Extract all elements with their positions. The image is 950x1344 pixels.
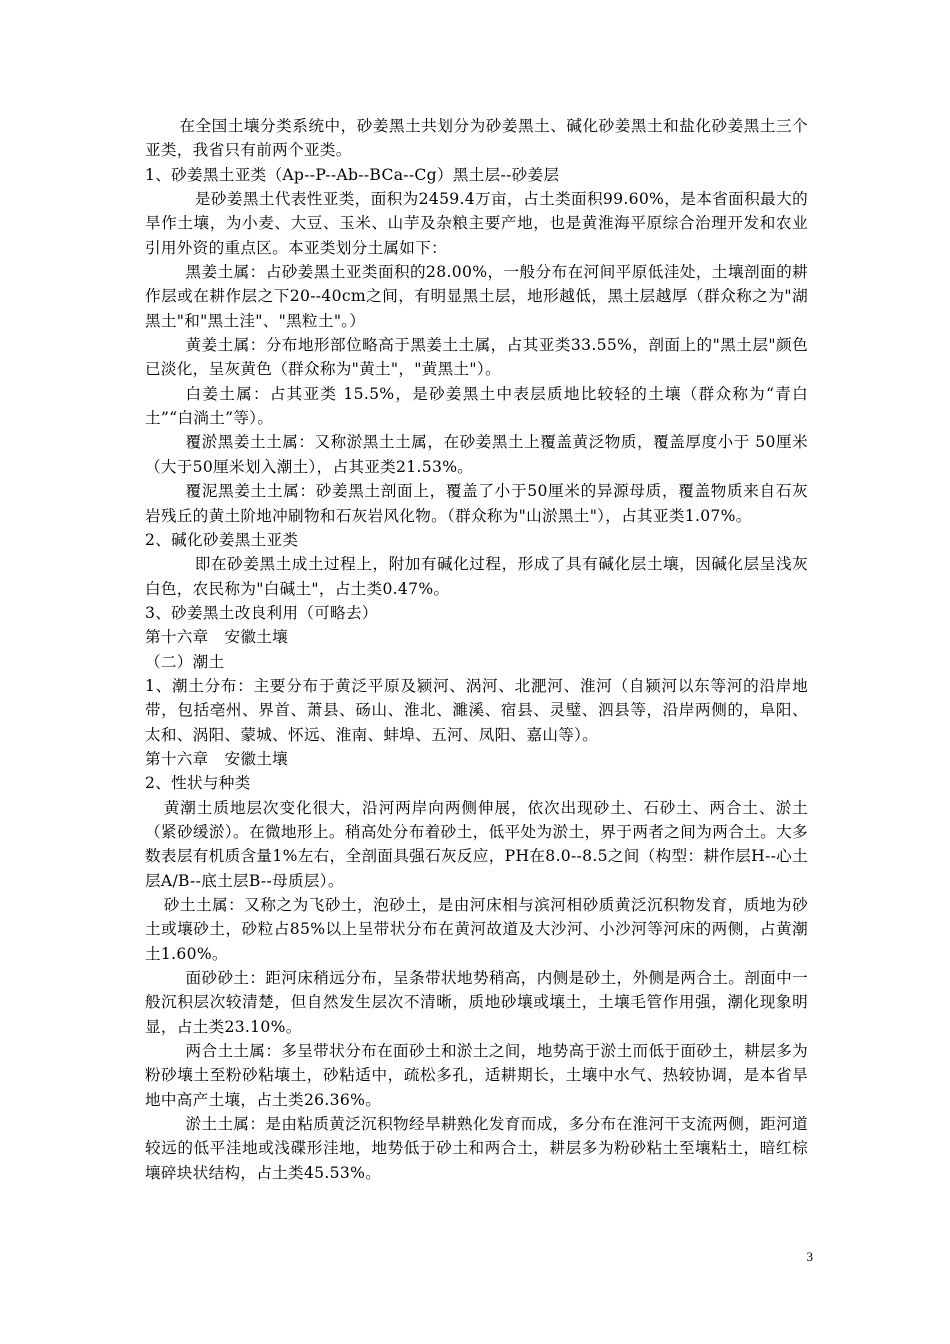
paragraph: 在全国土壤分类系统中，砂姜黑土共划分为砂姜黑土、碱化砂姜黑土和盐化砂姜黑土三个亚类，我省只有前两个亚类。 bbox=[145, 117, 808, 160]
paragraph: （二）潮土 bbox=[145, 652, 225, 671]
paragraph: 2、碱化砂姜黑土亚类 bbox=[145, 530, 299, 549]
paragraph: 淤土土属：是由粘质黄泛沉积物经旱耕熟化发育而成，多分布在淮河干支流两侧，距河道较远的低平洼地或浅碟形洼地，地势低于砂土和两合土，耕层多为粉砂粘土至壤粘土，暗红棕壤碎块状结构，占土类45.53%。 bbox=[145, 1115, 808, 1182]
paragraph: 1、砂姜黑土亚类（Ap--P--Ab--BCa--Cg）黑土层--砂姜层 bbox=[145, 165, 560, 184]
paragraph: 第十六章 安徽土壤 bbox=[145, 749, 289, 768]
paragraph: 覆淤黑姜土土属：又称淤黑土土属，在砂姜黑土上覆盖黄泛物质，覆盖厚度小于 50厘米（大于50厘米划入潮土），占其亚类21.53%。 bbox=[145, 433, 808, 476]
paragraph: 是砂姜黑土代表性亚类，面积为2459.4万亩，占土类面积99.60%，是本省面积最大的旱作土壤，为小麦、大豆、玉米、山芋及杂粮主要产地，也是黄淮海平原综合治理开发和农业引用外资的重点区。本亚类划分土属如下： bbox=[145, 190, 808, 257]
paragraph: 覆泥黑姜土土属：砂姜黑土剖面上，覆盖了小于50厘米的异源母质，覆盖物质来自石灰岩残丘的黄土阶地冲刷物和石灰岩风化物。（群众称为"山淤黑土"），占其亚类1.07%。 bbox=[145, 482, 808, 525]
paragraph: 黄潮土质地层次变化很大，沿河两岸向两侧伸展，依次出现砂土、石砂土、两合土、淤土（紧砂缓淤）。在微地形上。稍高处分布着砂土，低平处为淤土，界于两者之间为两合土。大多数表层有机质含量1%左右，全剖面具强石灰反应，PH在8.0--8.5之间（构型：耕作层H--心土层A/B--底土层B--母质层）。 bbox=[145, 798, 808, 890]
paragraph: 即在砂姜黑土成土过程上，附加有碱化过程，形成了具有碱化层土壤，因碱化层呈浅灰白色，农民称为"白碱土"，占土类0.47%。 bbox=[145, 555, 808, 598]
paragraph: 第十六章 安徽土壤 bbox=[145, 628, 289, 647]
paragraph: 2、性状与种类 bbox=[145, 774, 251, 793]
page-number: 3 bbox=[806, 1249, 813, 1264]
paragraph: 黑姜土属：占砂姜黑土亚类面积的28.00%，一般分布在河间平原低洼处，土壤剖面的耕作层或在耕作层之下20--40cm之间，有明显黑土层，地形越低，黑土层越厚（群众称之为"湖黑土"和"黑土洼"、"黑粒土"。） bbox=[145, 263, 808, 330]
document-body bbox=[145, 114, 808, 1185]
paragraph: 两合土土属：多呈带状分布在面砂土和淤土之间，地势高于淤土而低于面砂土，耕层多为粉砂壤土至粉砂粘壤土，砂粘适中，疏松多孔，适耕期长，土壤中水气、热较协调，是本省旱地中高产土壤，占土类26.36%。 bbox=[145, 1042, 808, 1109]
paragraph: 3、砂姜黑土改良利用（可略去） bbox=[145, 603, 378, 622]
paragraph: 黄姜土属：分布地形部位略高于黑姜土土属，占其亚类33.55%，剖面上的"黑土层"颜色已淡化，呈灰黄色（群众称为"黄土"，"黄黑土"）。 bbox=[145, 336, 808, 379]
paragraph: 1、潮土分布：主要分布于黄泛平原及颍河、涡河、北淝河、淮河（自颍河以东等河的沿岸地带，包括亳州、界首、萧县、砀山、淮北、濉溪、宿县、灵璧、泗县等，沿岸两侧的，阜阳、太和、涡阳、蒙城、怀远、淮南、蚌埠、五河、凤阳、嘉山等）。 bbox=[145, 676, 808, 744]
paragraph: 面砂砂土：距河床稍远分布，呈条带状地势稍高，内侧是砂土，外侧是两合土。剖面中一般沉积层次较清楚，但自然发生层次不清晰，质地砂壤或壤土，土壤毛管作用强，潮化现象明显，占土类23.10%。 bbox=[145, 969, 808, 1036]
paragraph: 砂土土属：又称之为飞砂土，泡砂土，是由河床相与滨河相砂质黄泛沉积物发育，质地为砂土或壤砂土，砂粒占85%以上呈带状分布在黄河故道及大沙河、小沙河等河床的两侧，占黄潮土1.60%。 bbox=[145, 896, 808, 963]
paragraph: 白姜土属：占其亚类 15.5%，是砂姜黑土中表层质地比较轻的土壤（群众称为“青白土”“白淌土”等）。 bbox=[145, 384, 808, 428]
